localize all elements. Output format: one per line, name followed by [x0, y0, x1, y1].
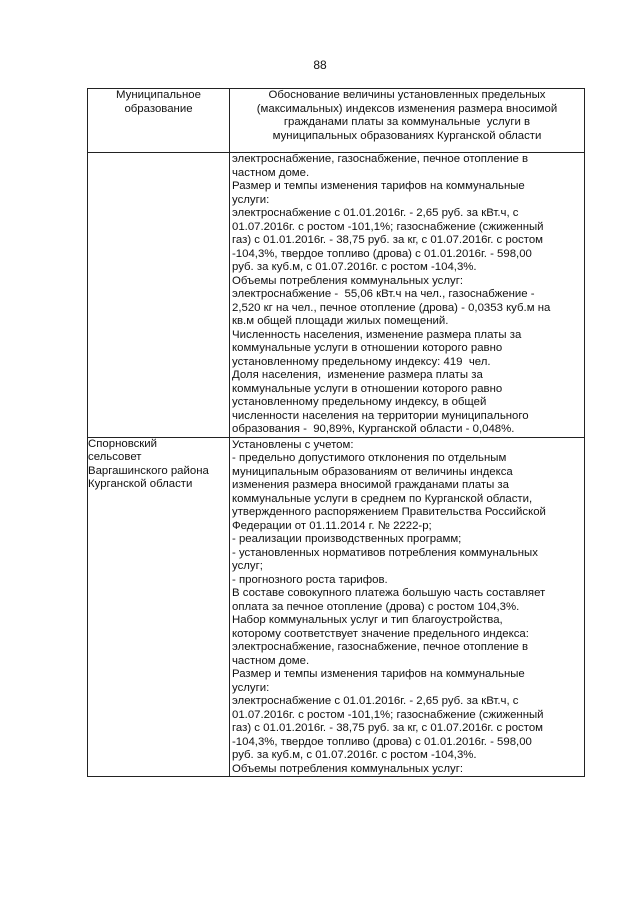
- text-line: электроснабжение, газоснабжение, печное отопление в: [232, 641, 529, 653]
- text-line: Объемы потребления коммунальных услуг:: [232, 762, 464, 775]
- text-line: Набор коммунальных услуг и тип благоустройства,: [232, 614, 503, 626]
- municipality-line: Варгашинского района: [88, 464, 209, 477]
- text-line: -104,3%, твердое топливо (дрова) с 01.01.2016г. - 598,00: [232, 735, 532, 748]
- justification-cell: [230, 153, 585, 438]
- text-line: услуги:: [232, 193, 270, 206]
- header-line: образование: [124, 102, 193, 115]
- text-line: утвержденного распоряжением Правительства Российской: [232, 506, 546, 518]
- header-line: Муниципальное: [116, 89, 201, 101]
- page-number: 88: [313, 58, 327, 72]
- text-line: - прогнозного роста тарифов.: [232, 573, 388, 586]
- text-line: В составе совокупного платежа большую часть составляет: [232, 587, 546, 599]
- header-line: Обоснование величины установленных предельных: [268, 89, 546, 101]
- justification-cell: [230, 437, 585, 777]
- header-justification: [230, 89, 585, 153]
- text-line: муниципальным образованиям от величины индекса: [232, 465, 513, 478]
- text-line: 01.07.2016г. с ростом -101,1%; газоснабжение (сжиженный: [232, 220, 544, 233]
- text-line: Федерации от 01.11.2014 г. № 2222-р;: [232, 519, 432, 532]
- text-line: образования - 90,89%, Курганской области - 0,048%.: [232, 423, 515, 435]
- text-line: частном доме.: [232, 654, 310, 667]
- text-line: Размер и темпы изменения тарифов на коммунальные: [232, 180, 525, 192]
- text-line: электроснабжение с 01.01.2016г. - 2,65 руб. за кВт.ч, с: [232, 207, 519, 219]
- text-line: газ) с 01.01.2016г. - 38,75 руб. за кг, с 01.07.2016г. с ростом: [232, 234, 544, 246]
- text-line: которому соответствует значение предельного индекса:: [232, 627, 529, 640]
- text-line: Доля населения, изменение размера платы за: [232, 369, 483, 381]
- table-row: [88, 153, 585, 438]
- text-line: - реализации производственных программ;: [232, 533, 462, 545]
- text-line: коммунальные услуги в отношении которого равно: [232, 382, 503, 395]
- text-line: газ) с 01.01.2016г. - 38,75 руб. за кг, с 01.07.2016г. с ростом: [232, 722, 544, 734]
- text-line: 01.07.2016г. с ростом -101,1%; газоснабжение (сжиженный: [232, 708, 544, 721]
- justification-table: [87, 88, 585, 777]
- text-line: коммунальные услуги в отношении которого равно: [232, 342, 503, 354]
- header-municipality: [88, 89, 230, 153]
- text-line: Объемы потребления коммунальных услуг:: [232, 274, 464, 287]
- text-line: изменения размера вносимой гражданами платы за: [232, 479, 509, 491]
- text-line: частном доме.: [232, 166, 310, 179]
- table-header-row: [88, 89, 585, 153]
- text-line: - установленных нормативов потребления коммунальных: [232, 546, 538, 559]
- text-line: численности населения на территории муниципального: [232, 409, 529, 422]
- text-line: электроснабжение - 55,06 кВт.ч на чел., газоснабжение -: [232, 288, 535, 300]
- municipality-line: Курганской области: [88, 478, 193, 490]
- municipality-cell: [88, 153, 230, 438]
- text-line: кв.м общей площади жилых помещений.: [232, 315, 449, 327]
- header-line: муниципальных образованиях Курганской области: [272, 129, 542, 142]
- text-line: руб. за куб.м, с 01.07.2016г. с ростом -104,3%.: [232, 749, 477, 761]
- text-line: электроснабжение, газоснабжение, печное отопление в: [232, 153, 529, 165]
- text-line: Размер и темпы изменения тарифов на коммунальные: [232, 668, 525, 680]
- municipality-line: Спорновский: [88, 437, 158, 450]
- text-line: Численность населения, изменение размера платы за: [232, 328, 522, 341]
- text-line: установленному предельному индексу: 419 чел.: [232, 355, 491, 368]
- text-line: руб. за куб.м, с 01.07.2016г. с ростом -104,3%.: [232, 261, 477, 273]
- text-line: услуги:: [232, 681, 270, 694]
- municipality-cell: [88, 437, 230, 777]
- text-line: оплата за печное отопление (дрова) с ростом 104,3%.: [232, 600, 520, 613]
- text-line: 2,520 кг на чел., печное отопление (дрова) - 0,0353 куб.м на: [232, 301, 551, 314]
- text-line: - предельно допустимого отклонения по отдельным: [232, 452, 507, 464]
- text-line: -104,3%, твердое топливо (дрова) с 01.01.2016г. - 598,00: [232, 247, 532, 260]
- header-line: (максимальных) индексов изменения размера вносимой: [256, 102, 558, 115]
- text-line: услуг;: [232, 560, 263, 572]
- text-line: Установлены с учетом:: [232, 438, 354, 451]
- header-line: гражданами платы за коммунальные услуги в: [283, 116, 531, 128]
- text-line: установленному предельному индексу, в общей: [232, 396, 487, 408]
- text-line: коммунальные услуги в среднем по Курганской области,: [232, 492, 533, 505]
- table-row: [88, 437, 585, 777]
- text-line: электроснабжение с 01.01.2016г. - 2,65 руб. за кВт.ч, с: [232, 695, 519, 707]
- municipality-line: сельсовет: [88, 451, 142, 463]
